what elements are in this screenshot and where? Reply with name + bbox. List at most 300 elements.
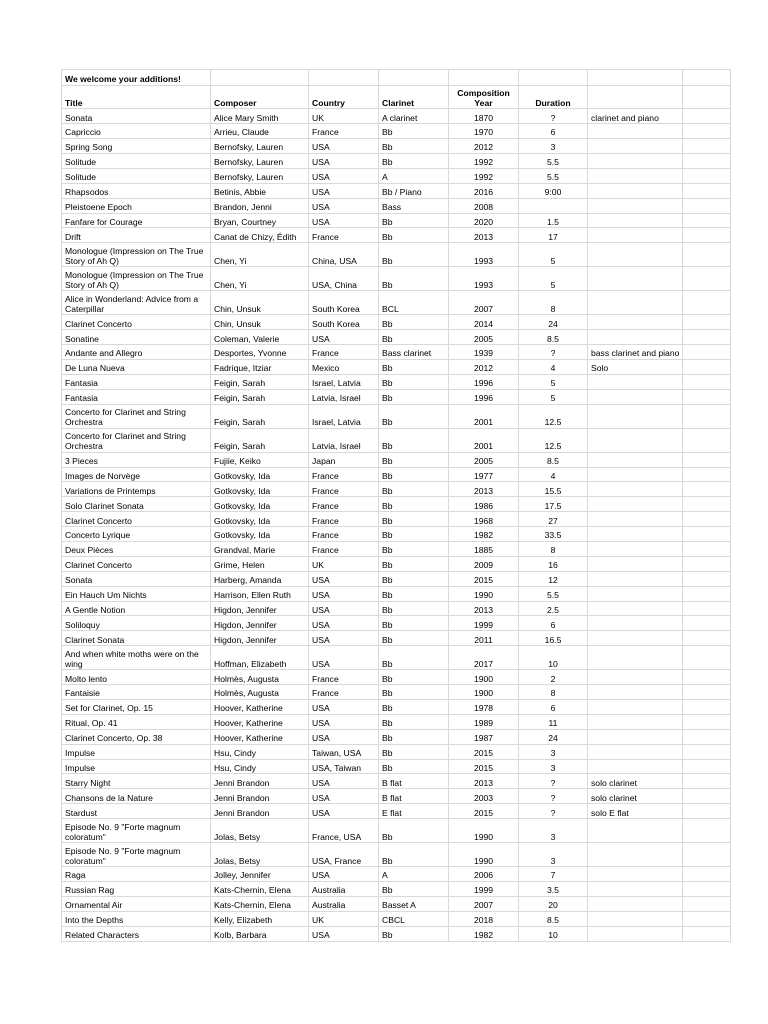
duration-cell[interactable]: 5: [519, 267, 588, 291]
notes-cell[interactable]: [588, 700, 683, 715]
clarinet-cell[interactable]: Bb: [379, 759, 449, 774]
clarinet-cell[interactable]: Bb / Piano: [379, 183, 449, 198]
title-cell[interactable]: Deux Pièces: [62, 542, 211, 557]
clarinet-cell[interactable]: Bb: [379, 374, 449, 389]
duration-cell[interactable]: 3: [519, 843, 588, 867]
composer-cell[interactable]: Holmès, Augusta: [211, 670, 309, 685]
duration-cell[interactable]: 33.5: [519, 527, 588, 542]
notes-cell[interactable]: [588, 168, 683, 183]
duration-cell[interactable]: 15.5: [519, 482, 588, 497]
composer-cell[interactable]: Feigin, Sarah: [211, 374, 309, 389]
year-cell[interactable]: 2007: [449, 896, 519, 911]
extra-cell[interactable]: [683, 601, 731, 616]
composer-cell[interactable]: Jenni Brandon: [211, 789, 309, 804]
clarinet-cell[interactable]: Bb: [379, 631, 449, 646]
year-cell[interactable]: 2012: [449, 359, 519, 374]
year-cell[interactable]: 2003: [449, 789, 519, 804]
year-cell[interactable]: 1968: [449, 512, 519, 527]
notes-cell[interactable]: [588, 556, 683, 571]
year-cell[interactable]: 2015: [449, 804, 519, 819]
notes-cell[interactable]: [588, 571, 683, 586]
duration-cell[interactable]: ?: [519, 109, 588, 124]
extra-cell[interactable]: [683, 646, 731, 670]
composer-cell[interactable]: Betinis, Abbie: [211, 183, 309, 198]
composer-cell[interactable]: Jolley, Jennifer: [211, 867, 309, 882]
notes-cell[interactable]: [588, 124, 683, 139]
clarinet-cell[interactable]: Bb: [379, 646, 449, 670]
notes-cell[interactable]: [588, 896, 683, 911]
year-cell[interactable]: 1993: [449, 267, 519, 291]
clarinet-cell[interactable]: Bb: [379, 330, 449, 345]
clarinet-cell[interactable]: Bb: [379, 670, 449, 685]
extra-cell[interactable]: [683, 882, 731, 897]
country-cell[interactable]: USA: [309, 631, 379, 646]
year-cell[interactable]: 1999: [449, 616, 519, 631]
extra-cell[interactable]: [683, 527, 731, 542]
country-cell[interactable]: France: [309, 542, 379, 557]
composer-cell[interactable]: Chin, Unsuk: [211, 315, 309, 330]
title-cell[interactable]: Starry Night: [62, 774, 211, 789]
extra-cell[interactable]: [683, 168, 731, 183]
clarinet-cell[interactable]: Bb: [379, 601, 449, 616]
notes-cell[interactable]: [588, 183, 683, 198]
title-cell[interactable]: 3 Pieces: [62, 452, 211, 467]
duration-cell[interactable]: 5.5: [519, 168, 588, 183]
duration-cell[interactable]: 2: [519, 670, 588, 685]
column-header-clarinet[interactable]: Clarinet: [379, 85, 449, 109]
clarinet-cell[interactable]: B flat: [379, 774, 449, 789]
notes-cell[interactable]: [588, 315, 683, 330]
composer-cell[interactable]: Gotkovsky, Ida: [211, 527, 309, 542]
clarinet-cell[interactable]: BCL: [379, 291, 449, 315]
column-header-composer[interactable]: Composer: [211, 85, 309, 109]
notes-cell[interactable]: [588, 646, 683, 670]
notes-cell[interactable]: [588, 631, 683, 646]
composer-cell[interactable]: Chen, Yi: [211, 267, 309, 291]
year-cell[interactable]: 1999: [449, 882, 519, 897]
extra-cell[interactable]: [683, 153, 731, 168]
year-cell[interactable]: 2011: [449, 631, 519, 646]
clarinet-cell[interactable]: Bb: [379, 482, 449, 497]
duration-cell[interactable]: ?: [519, 774, 588, 789]
country-cell[interactable]: France: [309, 467, 379, 482]
clarinet-cell[interactable]: Bb: [379, 428, 449, 452]
clarinet-cell[interactable]: Bb: [379, 685, 449, 700]
notes-cell[interactable]: [588, 867, 683, 882]
composer-cell[interactable]: Hsu, Cindy: [211, 759, 309, 774]
title-cell[interactable]: Sonata: [62, 109, 211, 124]
country-cell[interactable]: South Korea: [309, 315, 379, 330]
extra-cell[interactable]: [683, 789, 731, 804]
composer-cell[interactable]: Bernofsky, Lauren: [211, 139, 309, 154]
country-cell[interactable]: Australia: [309, 896, 379, 911]
title-cell[interactable]: Variations de Printemps: [62, 482, 211, 497]
title-cell[interactable]: Spring Song: [62, 139, 211, 154]
year-cell[interactable]: 2015: [449, 744, 519, 759]
year-cell[interactable]: 2008: [449, 198, 519, 213]
country-cell[interactable]: France, USA: [309, 819, 379, 843]
title-cell[interactable]: Concerto Lyrique: [62, 527, 211, 542]
extra-cell[interactable]: [683, 139, 731, 154]
year-cell[interactable]: 2006: [449, 867, 519, 882]
country-cell[interactable]: USA: [309, 867, 379, 882]
duration-cell[interactable]: 3.5: [519, 882, 588, 897]
title-cell[interactable]: Solitude: [62, 168, 211, 183]
country-cell[interactable]: France: [309, 512, 379, 527]
extra-cell[interactable]: [683, 482, 731, 497]
year-cell[interactable]: 1990: [449, 843, 519, 867]
country-cell[interactable]: USA, Taiwan: [309, 759, 379, 774]
year-cell[interactable]: 1989: [449, 714, 519, 729]
composer-cell[interactable]: Kolb, Barbara: [211, 926, 309, 941]
clarinet-cell[interactable]: Bb: [379, 926, 449, 941]
extra-cell[interactable]: [683, 819, 731, 843]
clarinet-cell[interactable]: Bb: [379, 213, 449, 228]
title-cell[interactable]: And when white moths were on the wing: [62, 646, 211, 670]
year-cell[interactable]: 1986: [449, 497, 519, 512]
country-cell[interactable]: South Korea: [309, 291, 379, 315]
extra-cell[interactable]: [683, 685, 731, 700]
composer-cell[interactable]: Higdon, Jennifer: [211, 631, 309, 646]
cell[interactable]: [683, 70, 731, 86]
extra-cell[interactable]: [683, 243, 731, 267]
extra-cell[interactable]: [683, 911, 731, 926]
clarinet-cell[interactable]: B flat: [379, 789, 449, 804]
year-cell[interactable]: 2009: [449, 556, 519, 571]
column-header-title[interactable]: Title: [62, 85, 211, 109]
year-cell[interactable]: 1996: [449, 374, 519, 389]
extra-cell[interactable]: [683, 330, 731, 345]
country-cell[interactable]: France: [309, 228, 379, 243]
notes-cell[interactable]: [588, 267, 683, 291]
duration-cell[interactable]: 2.5: [519, 601, 588, 616]
cell[interactable]: [519, 70, 588, 86]
sheet-title[interactable]: We welcome your additions!: [62, 70, 211, 86]
title-cell[interactable]: A Gentle Notion: [62, 601, 211, 616]
duration-cell[interactable]: 5: [519, 389, 588, 404]
clarinet-cell[interactable]: Bb: [379, 404, 449, 428]
clarinet-cell[interactable]: Bb: [379, 616, 449, 631]
year-cell[interactable]: 1977: [449, 467, 519, 482]
composer-cell[interactable]: Jolas, Betsy: [211, 843, 309, 867]
column-header-country[interactable]: Country: [309, 85, 379, 109]
column-header-blank[interactable]: [683, 85, 731, 109]
composer-cell[interactable]: Jenni Brandon: [211, 774, 309, 789]
extra-cell[interactable]: [683, 291, 731, 315]
year-cell[interactable]: 1990: [449, 819, 519, 843]
notes-cell[interactable]: [588, 497, 683, 512]
cell[interactable]: [379, 70, 449, 86]
year-cell[interactable]: 2016: [449, 183, 519, 198]
duration-cell[interactable]: ?: [519, 345, 588, 360]
extra-cell[interactable]: [683, 542, 731, 557]
duration-cell[interactable]: 5.5: [519, 586, 588, 601]
year-cell[interactable]: 2001: [449, 404, 519, 428]
year-cell[interactable]: 1939: [449, 345, 519, 360]
country-cell[interactable]: France: [309, 497, 379, 512]
composer-cell[interactable]: Grime, Helen: [211, 556, 309, 571]
title-cell[interactable]: Monologue (Impression on The True Story of Ah Q): [62, 267, 211, 291]
notes-cell[interactable]: [588, 882, 683, 897]
year-cell[interactable]: 2005: [449, 330, 519, 345]
notes-cell[interactable]: [588, 729, 683, 744]
notes-cell[interactable]: [588, 759, 683, 774]
cell[interactable]: [309, 70, 379, 86]
country-cell[interactable]: USA: [309, 213, 379, 228]
composer-cell[interactable]: Chin, Unsuk: [211, 291, 309, 315]
composer-cell[interactable]: Coleman, Valerie: [211, 330, 309, 345]
country-cell[interactable]: USA: [309, 804, 379, 819]
clarinet-cell[interactable]: Bb: [379, 882, 449, 897]
notes-cell[interactable]: [588, 744, 683, 759]
notes-cell[interactable]: [588, 452, 683, 467]
title-cell[interactable]: Related Characters: [62, 926, 211, 941]
year-cell[interactable]: 2017: [449, 646, 519, 670]
composer-cell[interactable]: Hoover, Katherine: [211, 729, 309, 744]
country-cell[interactable]: France: [309, 482, 379, 497]
notes-cell[interactable]: [588, 616, 683, 631]
composer-cell[interactable]: Kats-Chernin, Elena: [211, 896, 309, 911]
clarinet-cell[interactable]: Bb: [379, 744, 449, 759]
extra-cell[interactable]: [683, 896, 731, 911]
country-cell[interactable]: China, USA: [309, 243, 379, 267]
duration-cell[interactable]: 10: [519, 926, 588, 941]
duration-cell[interactable]: 17.5: [519, 497, 588, 512]
notes-cell[interactable]: [588, 482, 683, 497]
country-cell[interactable]: USA: [309, 330, 379, 345]
country-cell[interactable]: USA: [309, 168, 379, 183]
clarinet-cell[interactable]: Bb: [379, 571, 449, 586]
year-cell[interactable]: 1996: [449, 389, 519, 404]
title-cell[interactable]: Impulse: [62, 759, 211, 774]
duration-cell[interactable]: 16: [519, 556, 588, 571]
title-cell[interactable]: Clarinet Concerto, Op. 38: [62, 729, 211, 744]
clarinet-cell[interactable]: Bb: [379, 389, 449, 404]
clarinet-cell[interactable]: Bb: [379, 700, 449, 715]
notes-cell[interactable]: [588, 542, 683, 557]
duration-cell[interactable]: [519, 198, 588, 213]
clarinet-cell[interactable]: Bb: [379, 153, 449, 168]
extra-cell[interactable]: [683, 616, 731, 631]
title-cell[interactable]: Concerto for Clarinet and String Orchestra: [62, 428, 211, 452]
duration-cell[interactable]: 3: [519, 759, 588, 774]
cell[interactable]: [588, 70, 683, 86]
composer-cell[interactable]: Desportes, Yvonne: [211, 345, 309, 360]
extra-cell[interactable]: [683, 467, 731, 482]
country-cell[interactable]: France: [309, 685, 379, 700]
year-cell[interactable]: 1870: [449, 109, 519, 124]
duration-cell[interactable]: 3: [519, 139, 588, 154]
country-cell[interactable]: USA: [309, 153, 379, 168]
duration-cell[interactable]: 8: [519, 685, 588, 700]
extra-cell[interactable]: [683, 759, 731, 774]
clarinet-cell[interactable]: Bb: [379, 527, 449, 542]
country-cell[interactable]: USA: [309, 586, 379, 601]
duration-cell[interactable]: 11: [519, 714, 588, 729]
duration-cell[interactable]: 27: [519, 512, 588, 527]
composer-cell[interactable]: Gotkovsky, Ida: [211, 467, 309, 482]
country-cell[interactable]: Japan: [309, 452, 379, 467]
title-cell[interactable]: Alice in Wonderland: Advice from a Caterpillar: [62, 291, 211, 315]
notes-cell[interactable]: [588, 685, 683, 700]
column-header-duration[interactable]: Duration: [519, 85, 588, 109]
duration-cell[interactable]: 8.5: [519, 911, 588, 926]
title-cell[interactable]: Clarinet Concerto: [62, 315, 211, 330]
year-cell[interactable]: 2012: [449, 139, 519, 154]
notes-cell[interactable]: [588, 926, 683, 941]
title-cell[interactable]: Solitude: [62, 153, 211, 168]
year-cell[interactable]: 2015: [449, 759, 519, 774]
composer-cell[interactable]: Jolas, Betsy: [211, 819, 309, 843]
notes-cell[interactable]: [588, 374, 683, 389]
title-cell[interactable]: Sonatine: [62, 330, 211, 345]
clarinet-cell[interactable]: Bb: [379, 512, 449, 527]
composer-cell[interactable]: Higdon, Jennifer: [211, 601, 309, 616]
country-cell[interactable]: France: [309, 527, 379, 542]
year-cell[interactable]: 1900: [449, 685, 519, 700]
clarinet-cell[interactable]: Bb: [379, 714, 449, 729]
column-header-notes[interactable]: [588, 85, 683, 109]
year-cell[interactable]: 1992: [449, 153, 519, 168]
country-cell[interactable]: France: [309, 345, 379, 360]
composer-cell[interactable]: Fujiie, Keiko: [211, 452, 309, 467]
title-cell[interactable]: Episode No. 9 "Forte magnum coloratum": [62, 843, 211, 867]
title-cell[interactable]: Clarinet Concerto: [62, 512, 211, 527]
notes-cell[interactable]: [588, 139, 683, 154]
notes-cell[interactable]: [588, 512, 683, 527]
clarinet-cell[interactable]: E flat: [379, 804, 449, 819]
title-cell[interactable]: Soliloquy: [62, 616, 211, 631]
composer-cell[interactable]: Bernofsky, Lauren: [211, 153, 309, 168]
year-cell[interactable]: 2018: [449, 911, 519, 926]
year-cell[interactable]: 2007: [449, 291, 519, 315]
clarinet-cell[interactable]: Bb: [379, 819, 449, 843]
extra-cell[interactable]: [683, 389, 731, 404]
year-cell[interactable]: 2013: [449, 601, 519, 616]
extra-cell[interactable]: [683, 359, 731, 374]
country-cell[interactable]: Mexico: [309, 359, 379, 374]
extra-cell[interactable]: [683, 700, 731, 715]
notes-cell[interactable]: [588, 330, 683, 345]
country-cell[interactable]: USA: [309, 714, 379, 729]
clarinet-cell[interactable]: Bb: [379, 124, 449, 139]
composer-cell[interactable]: Feigin, Sarah: [211, 428, 309, 452]
title-cell[interactable]: De Luna Nueva: [62, 359, 211, 374]
composer-cell[interactable]: Kelly, Elizabeth: [211, 911, 309, 926]
extra-cell[interactable]: [683, 124, 731, 139]
notes-cell[interactable]: [588, 670, 683, 685]
year-cell[interactable]: 2001: [449, 428, 519, 452]
extra-cell[interactable]: [683, 404, 731, 428]
title-cell[interactable]: Into the Depths: [62, 911, 211, 926]
country-cell[interactable]: USA: [309, 139, 379, 154]
composer-cell[interactable]: Feigin, Sarah: [211, 404, 309, 428]
composer-cell[interactable]: Holmès, Augusta: [211, 685, 309, 700]
extra-cell[interactable]: [683, 804, 731, 819]
extra-cell[interactable]: [683, 571, 731, 586]
duration-cell[interactable]: 24: [519, 315, 588, 330]
year-cell[interactable]: 1970: [449, 124, 519, 139]
title-cell[interactable]: Andante and Allegro: [62, 345, 211, 360]
duration-cell[interactable]: 5: [519, 243, 588, 267]
title-cell[interactable]: Stardust: [62, 804, 211, 819]
composer-cell[interactable]: Gotkovsky, Ida: [211, 512, 309, 527]
composer-cell[interactable]: Hsu, Cindy: [211, 744, 309, 759]
title-cell[interactable]: Set for Clarinet, Op. 15: [62, 700, 211, 715]
title-cell[interactable]: Pleistoene Epoch: [62, 198, 211, 213]
extra-cell[interactable]: [683, 109, 731, 124]
duration-cell[interactable]: 10: [519, 646, 588, 670]
year-cell[interactable]: 1900: [449, 670, 519, 685]
clarinet-cell[interactable]: CBCL: [379, 911, 449, 926]
clarinet-cell[interactable]: Bb: [379, 497, 449, 512]
notes-cell[interactable]: [588, 586, 683, 601]
title-cell[interactable]: Clarinet Concerto: [62, 556, 211, 571]
notes-cell[interactable]: solo clarinet: [588, 774, 683, 789]
extra-cell[interactable]: [683, 183, 731, 198]
duration-cell[interactable]: 3: [519, 744, 588, 759]
notes-cell[interactable]: [588, 601, 683, 616]
cell[interactable]: [449, 70, 519, 86]
country-cell[interactable]: USA: [309, 183, 379, 198]
year-cell[interactable]: 1885: [449, 542, 519, 557]
country-cell[interactable]: USA: [309, 700, 379, 715]
title-cell[interactable]: Fantasia: [62, 374, 211, 389]
composer-cell[interactable]: Bryan, Courtney: [211, 213, 309, 228]
clarinet-cell[interactable]: Bb: [379, 586, 449, 601]
composer-cell[interactable]: Gotkovsky, Ida: [211, 497, 309, 512]
duration-cell[interactable]: 12.5: [519, 404, 588, 428]
duration-cell[interactable]: 16.5: [519, 631, 588, 646]
composer-cell[interactable]: Fadrique, Itziar: [211, 359, 309, 374]
extra-cell[interactable]: [683, 374, 731, 389]
notes-cell[interactable]: [588, 467, 683, 482]
title-cell[interactable]: Clarinet Sonata: [62, 631, 211, 646]
clarinet-cell[interactable]: A: [379, 168, 449, 183]
country-cell[interactable]: UK: [309, 911, 379, 926]
composer-cell[interactable]: Feigin, Sarah: [211, 389, 309, 404]
title-cell[interactable]: Monologue (Impression on The True Story of Ah Q): [62, 243, 211, 267]
extra-cell[interactable]: [683, 315, 731, 330]
composer-cell[interactable]: Hoffman, Elizabeth: [211, 646, 309, 670]
clarinet-cell[interactable]: Bass: [379, 198, 449, 213]
extra-cell[interactable]: [683, 586, 731, 601]
duration-cell[interactable]: 8: [519, 542, 588, 557]
title-cell[interactable]: Images de Norvège: [62, 467, 211, 482]
country-cell[interactable]: France: [309, 124, 379, 139]
title-cell[interactable]: Fantasia: [62, 389, 211, 404]
year-cell[interactable]: 2020: [449, 213, 519, 228]
country-cell[interactable]: USA: [309, 926, 379, 941]
notes-cell[interactable]: bass clarinet and piano: [588, 345, 683, 360]
notes-cell[interactable]: [588, 243, 683, 267]
extra-cell[interactable]: [683, 497, 731, 512]
duration-cell[interactable]: 6: [519, 616, 588, 631]
country-cell[interactable]: USA: [309, 774, 379, 789]
country-cell[interactable]: Latvia, Israel: [309, 389, 379, 404]
title-cell[interactable]: Chansons de la Nature: [62, 789, 211, 804]
title-cell[interactable]: Fantaisie: [62, 685, 211, 700]
duration-cell[interactable]: 5: [519, 374, 588, 389]
clarinet-cell[interactable]: Bb: [379, 467, 449, 482]
extra-cell[interactable]: [683, 556, 731, 571]
notes-cell[interactable]: [588, 291, 683, 315]
duration-cell[interactable]: ?: [519, 804, 588, 819]
composer-cell[interactable]: Hoover, Katherine: [211, 700, 309, 715]
extra-cell[interactable]: [683, 198, 731, 213]
duration-cell[interactable]: 7: [519, 867, 588, 882]
extra-cell[interactable]: [683, 452, 731, 467]
